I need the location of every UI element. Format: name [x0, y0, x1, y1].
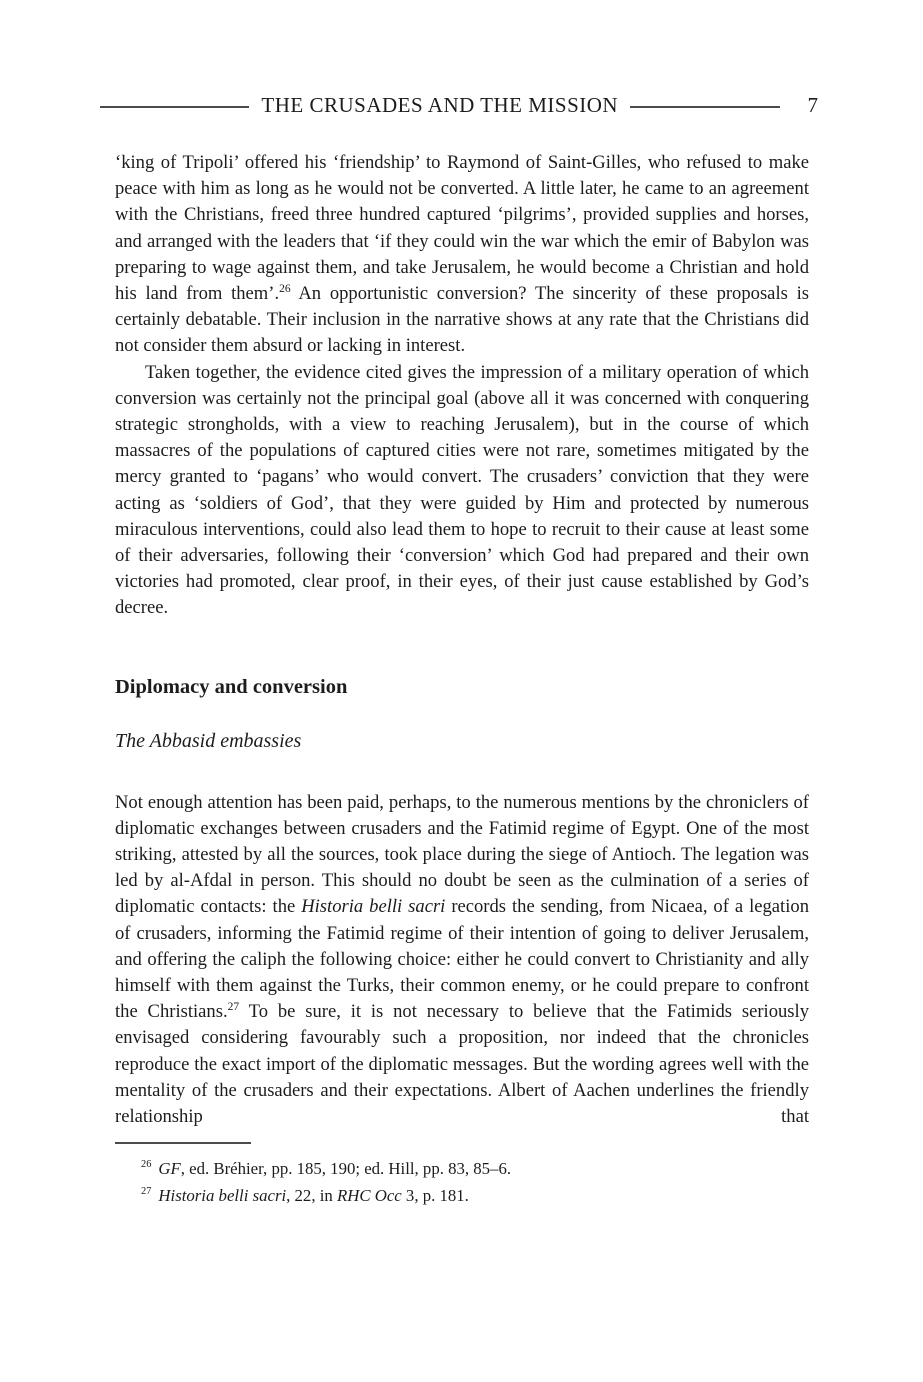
paragraph-continuation: ‘king of Tripoli’ offered his ‘friendship’ to Raymond of Saint-Gilles, who refused to make peace with him as long as he would not be converted. A little later, he came to an agreement with the Christians, freed three hundred captured ‘pilgrims’, provided supplies and horses, and arranged with the leaders that ‘if they could win the war which the emir of Babylon was preparing to wage against them, and take Jerusalem, he would become a Christian and hold his land from them’.$^{26}$ An opportunistic conversion? The sincerity of these proposals is certainly debatable. Their inclusion in the narrative shows at any rate that the Christians did not consider them absurd or lacking in interest. — [115, 152, 809, 357]
footnotes-block — [115, 1142, 809, 1209]
body-text — [115, 150, 809, 1130]
footnote-26: $^{26}$ GF, ed. Bréhier, pp. 185, 190; ed. Hill, pp. 83, 85–6. — [141, 1159, 512, 1178]
header-rule-left — [100, 106, 249, 108]
section-heading: Diplomacy and conversion — [115, 675, 348, 698]
running-header-title: THE CRUSADES AND THE MISSION — [261, 93, 619, 117]
running-header — [100, 93, 818, 117]
subsection-heading: The Abbasid embassies — [115, 729, 302, 752]
footnote-27: $^{27}$ Historia belli sacri, 22, in RHC Occ 3, p. 181. — [141, 1186, 469, 1205]
page-number: 7 — [807, 93, 818, 117]
footnote-separator — [115, 1142, 251, 1144]
paragraph-abbasid: Not enough attention has been paid, perhaps, to the numerous mentions by the chroniclers of diplomatic exchanges between crusaders and the Fatimid regime of Egypt. One of the most striking, attested by all the sources, took place during the siege of Antioch. The legation was led by al-Afdal in person. This should no doubt be seen as the culmination of a series of diplomatic contacts: the Historia belli sacri records the sending, from Nicaea, of a legation of crusaders, informing the Fatimid regime of their intention of going to deliver Jerusalem, and offering the caliph the following choice: either he could convert to Christianity and ally himself with them against the Turks, their common enemy, or he could prepare to confront the Christians.$^{27}$ To be sure, it is not necessary to believe that the Fatimids seriously envisaged considering favourably such a proposition, nor indeed that the chronicles reproduce the exact import of the diplomatic messages. But the wording agrees well with the mentality of the crusaders and their expectations. Albert of Aachen underlines the friendly relationship that — [115, 791, 809, 1128]
header-rule-right — [630, 106, 779, 108]
paragraph-taken-together: Taken together, the evidence cited gives the impression of a military operation of which conversion was certainly not the principal goal (above all it was concerned with conquering strategic strongholds, with a view to reaching Jerusalem), but in the course of which massacres of the populations of captured cities were not rare, sometimes mitigated by the mercy granted to ‘pagans’ who would convert. The crusaders’ conviction that they were acting as ‘soldiers of God’, that they were guided by Him and protected by numerous miraculous interventions, could also lead them to hope to recruit to their cause at least some of their adversaries, following their ‘conversion’ which God had prepared and their own victories had promoted, clear proof, in their eyes, of their just cause established by God’s decree. — [115, 361, 809, 619]
